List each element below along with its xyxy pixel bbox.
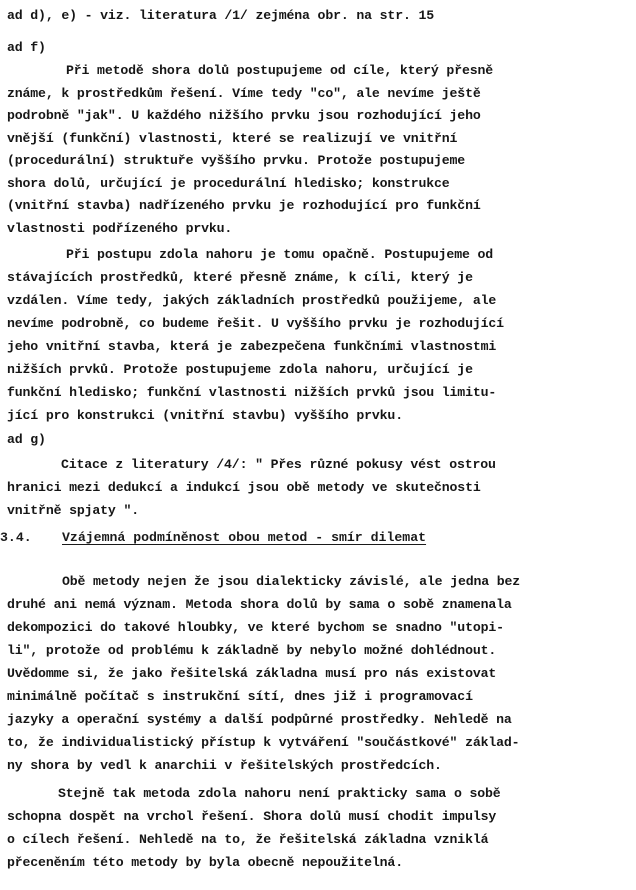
paragraph-line: Stejně tak metoda zdola nahoru není prakticky sama o sobě: [58, 786, 501, 801]
paragraph-line: jeho vnitřní stavba, která je zabezpečena funkčními vlastnostmi: [7, 339, 497, 354]
paragraph-line: jazyky a operační systémy a další podpůrné prostředky. Nehledě na: [7, 712, 512, 727]
paragraph-line: (procedurální) struktuře vyššího prvku. Protože postupujeme: [7, 153, 466, 168]
paragraph-line: vzdálen. Víme tedy, jakých základních prostředků použijeme, ale: [7, 293, 497, 308]
paragraph-line: Uvědomme si, že jako řešitelská základna musí pro nás existovat: [7, 666, 497, 681]
section-number: 3.4.: [0, 530, 32, 545]
paragraph-line: schopna dospět na vrchol řešení. Shora dolů musí chodit impulsy: [7, 809, 497, 824]
text-line-ad-g: ad g): [7, 432, 46, 447]
paragraph-line: (vnitřní stavba) nadřízeného prvku je rozhodující pro funkční: [7, 198, 481, 213]
section-title: Vzájemná podmíněnost obou metod - smír dilemat: [62, 530, 427, 545]
paragraph-line: Citace z literatury /4/: " Přes různé pokusy vést ostrou: [61, 457, 496, 472]
paragraph-line: Obě metody nejen že jsou dialekticky závislé, ale jedna bez: [62, 574, 521, 589]
paragraph-line: jící pro konstrukci (vnitřní stavbu) vyššího prvku.: [7, 408, 403, 423]
text-line-ad-f: ad f): [7, 40, 46, 55]
paragraph-line: ny shora by vedl k anarchii v řešitelských prostředcích.: [7, 758, 442, 773]
paragraph-line: známe, k prostředkům řešení. Víme tedy "co", ale nevíme ještě: [7, 86, 481, 101]
paragraph-line: o cílech řešení. Nehledě na to, že řešitelská základna vzniklá: [7, 832, 489, 847]
paragraph-line: to, že individualistický přístup k vytváření "součástkové" základ-: [7, 735, 520, 750]
paragraph-line: stávajících prostředků, které přesně známe, k cíli, který je: [7, 270, 473, 285]
paragraph-line: druhé ani nemá význam. Metoda shora dolů by sama o sobě znamenala: [7, 597, 512, 612]
paragraph-line: nižších prvků. Protože postupujeme zdola nahoru, určující je: [7, 362, 473, 377]
paragraph-line: vnější (funkční) vlastnosti, které se realizují ve vnitřní: [7, 131, 458, 146]
paragraph-line: vlastnosti podřízeného prvku.: [7, 221, 233, 236]
paragraph-line: shora dolů, určující je procedurální hledisko; konstrukce: [7, 176, 450, 191]
paragraph-line: dekompozici do takové hloubky, ve které bychom se snadno "utopi-: [7, 620, 504, 635]
paragraph-line: minimálně počítač s instrukční sítí, dnes již i programovací: [7, 689, 473, 704]
paragraph-line: Při postupu zdola nahoru je tomu opačně. Postupujeme od: [66, 247, 494, 262]
paragraph-line: hranici mezi dedukcí a indukcí jsou obě metody ve skutečnosti: [7, 480, 481, 495]
paragraph-line: nevíme podrobně, co budeme řešit. U vyššího prvku je rozhodující: [7, 316, 504, 331]
paragraph-line: Při metodě shora dolů postupujeme od cíle, který přesně: [66, 63, 494, 78]
paragraph-line: přeceněním této metody by byla obecně nepoužitelná.: [7, 855, 403, 870]
paragraph-line: funkční hledisko; funkční vlastnosti nižších prvků jsou limitu-: [7, 385, 497, 400]
paragraph-line: vnitřně spjaty ".: [7, 503, 139, 518]
paragraph-line: li", protože od problému k základně by nebylo možné dohlédnout.: [7, 643, 497, 658]
text-line-ref-de: ad d), e) - viz. literatura /1/ zejména obr. na str. 15: [7, 8, 435, 23]
paragraph-line: podrobně "jak". U každého nižšího prvku jsou rozhodující jeho: [7, 108, 481, 123]
